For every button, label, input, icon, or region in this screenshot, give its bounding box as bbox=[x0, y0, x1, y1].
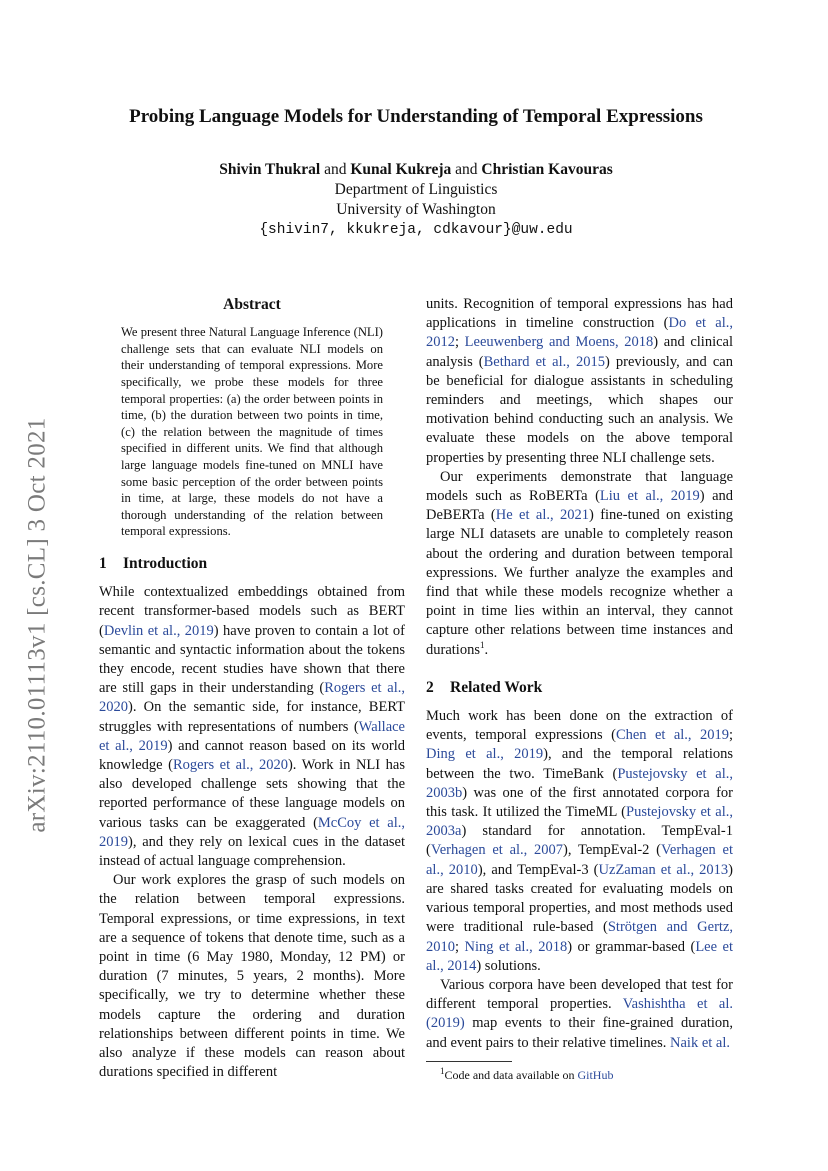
author-separator: and bbox=[455, 161, 478, 178]
section-heading-introduction bbox=[99, 554, 405, 573]
section-number: 1 bbox=[99, 554, 107, 572]
citation-link[interactable]: Leeuwenberg and Moens, 2018 bbox=[464, 334, 654, 351]
citation-link[interactable]: Rogers et al., 2020 bbox=[173, 756, 288, 773]
author-emails: {shivin7, kkukreja, cdkavour}@uw.edu bbox=[259, 222, 573, 238]
citation-link[interactable]: Wallace et al., 2019 bbox=[99, 718, 405, 754]
intro-paragraph-2-continued: units. Recognition of temporal expressions has had applications in timeline construction (Do et al., 2012; Leeuwenberg and Moens, 2018) and clinical analysis (Bethard et al., 2015) previously, and can be beneficial for dialogue assistants in scheduling reminders and meetings, which shapes our motivation behind conducting such an analysis. We evaluate these models on the above temporal properties by presenting three NLI challenge sets. bbox=[426, 296, 734, 466]
citation-link[interactable]: Liu et al., 2019 bbox=[599, 488, 700, 505]
footnote-number: 1 bbox=[440, 1065, 445, 1076]
citation-link[interactable]: Pustejovsky et al., 2003b bbox=[426, 765, 733, 801]
citation-link[interactable]: McCoy et al., 2019 bbox=[99, 814, 406, 850]
author-separator: and bbox=[324, 161, 347, 178]
citation-link[interactable]: Bethard et al., 2015 bbox=[483, 353, 605, 370]
citation-link[interactable]: Devlin et al., 2019 bbox=[103, 622, 214, 639]
citation-link[interactable]: Verhagen et al., 2007 bbox=[430, 842, 564, 859]
footnote-marker: 1 bbox=[479, 639, 485, 650]
abstract-text: We present three Natural Language Inference (NLI) challenge sets that can evaluate NLI models on their understanding of temporal expressions. More specifically, we probe these models for three temporal properties: (a) the order between points in time, (b) the duration between two points in time, (c) the relation between the magnitude of times specified in different units. We find that although large language models fine-tuned on MNLI have some basic perception of the order between points in time, at large, these models do not have a thorough understanding of the relation between temporal expressions. bbox=[121, 325, 383, 539]
related-paragraph-1: Much work has been done on the extraction of events, temporal expressions (Chen et al., 2019; Ding et al., 2019), and the temporal relations between the two. TimeBank (Pustejovsky et al., 2003b) was one of the first annotated corpora for this task. It utilized the TimeML (Pustejovsky et al., 2003a) standard for annotation. TempEval-1 (Verhagen et al., 2007), TempEval-2 (Verhagen et al., 2010), and TempEval-3 (UzZaman et al., 2013) are shared tasks created for evaluating models on various temporal properties, and most methods used were traditional rule-based (Strötgen and Gertz, 2010; Ning et al., 2018) or grammar-based (Lee et al., 2014) solutions. bbox=[426, 708, 734, 974]
arxiv-id: arXiv:2110.01113v1 [cs.CL] 3 Oct 2021 bbox=[24, 417, 52, 833]
author-2: Kunal Kukreja bbox=[350, 161, 452, 178]
department: Department of Linguistics bbox=[334, 181, 498, 198]
intro-paragraph-1: While contextualized embeddings obtained from recent transformer-based models such as BERT (Devlin et al., 2019) have proven to contain a lot of semantic and syntactic information about the tokens they encode, recent studies have shown that there are still gaps in their understanding (Rogers et al., 2020). On the semantic side, for instance, BERT struggles with representations of numbers (Wallace et al., 2019) and cannot reason based on its world knowledge (Rogers et al., 2020). Work in NLI has also developed challenge sets showing that the reported performance of these language models on various tasks can be exaggerated (McCoy et al., 2019), and they rely on lexical cues in the dataset instead of actual language comprehension. bbox=[99, 584, 406, 869]
section-title: Introduction bbox=[123, 554, 208, 572]
citation-link[interactable]: Vashishtha et al. (2019) bbox=[426, 996, 733, 1032]
author-block bbox=[90, 160, 742, 240]
author-1: Shivin Thukral bbox=[219, 161, 321, 178]
citation-link[interactable]: UzZaman et al., 2013 bbox=[598, 861, 729, 878]
footnote: $^1$Code and data available on GitHub bbox=[440, 1065, 614, 1082]
citation-link[interactable]: Lee et al., 2014 bbox=[426, 938, 733, 974]
author-names bbox=[90, 160, 742, 180]
citation-link[interactable]: Verhagen et al., 2010 bbox=[426, 842, 733, 878]
university: University of Washington bbox=[336, 201, 496, 218]
related-paragraph-2: Various corpora have been developed that test for different temporal properties. Vashishtha et al. (2019) map events to their fine-grained duration, and event pairs to their relative timelines. Naik et al. bbox=[426, 976, 733, 1051]
section-title: Related Work bbox=[450, 678, 543, 696]
left-column bbox=[99, 295, 405, 1082]
right-column bbox=[426, 295, 733, 1083]
section-heading-related-work bbox=[426, 678, 733, 697]
citation-link[interactable]: Ding et al., 2019 bbox=[426, 746, 544, 763]
author-3: Christian Kavouras bbox=[481, 161, 613, 178]
citation-link[interactable]: Chen et al., 2019 bbox=[615, 727, 729, 744]
citation-link[interactable]: Do et al., 2012 bbox=[426, 315, 733, 351]
citation-link[interactable]: Pustejovsky et al., 2003a bbox=[426, 804, 734, 840]
github-link[interactable]: GitHub bbox=[577, 1067, 614, 1082]
paper-title: Probing Language Models for Understanding of Temporal Expressions bbox=[129, 106, 703, 127]
intro-paragraph-2: Our work explores the grasp of such models on the relation between temporal expressions. Temporal expressions, or time expressions, in text are a sequence of tokens that denote time, such as a point in time (6 May 1980, Monday, 12 PM) or duration (7 minutes, 5 years, 2 months). More specifically, we try to determine whether these models capture the ordering and duration relationships between different points in time. We also analyze if these models can reason about durations specified in different bbox=[99, 872, 405, 1081]
citation-link[interactable]: He et al., 2021 bbox=[495, 507, 589, 524]
footnote-rule bbox=[426, 1061, 512, 1062]
section-number: 2 bbox=[426, 678, 434, 696]
arxiv-stamp bbox=[18, 375, 58, 875]
citation-link[interactable]: Strötgen and Gertz, 2010 bbox=[426, 919, 733, 955]
citation-link[interactable]: Rogers et al., 2020 bbox=[99, 680, 405, 716]
citation-link[interactable]: Naik et al. bbox=[670, 1034, 731, 1051]
citation-link[interactable]: Ning et al., 2018 bbox=[464, 938, 568, 955]
abstract-heading: Abstract bbox=[223, 296, 281, 313]
intro-paragraph-3: Our experiments demonstrate that language models such as RoBERTa (Liu et al., 2019) and DeBERTa (He et al., 2021) fine-tuned on existing large NLI datasets are unable to completely reason about the ordering and duration between temporal expressions. We further analyze the examples and find that while these models recognize whether a point in time lies within an interval, they cannot capture other relations between time instances and durations$^1$. bbox=[426, 468, 733, 658]
